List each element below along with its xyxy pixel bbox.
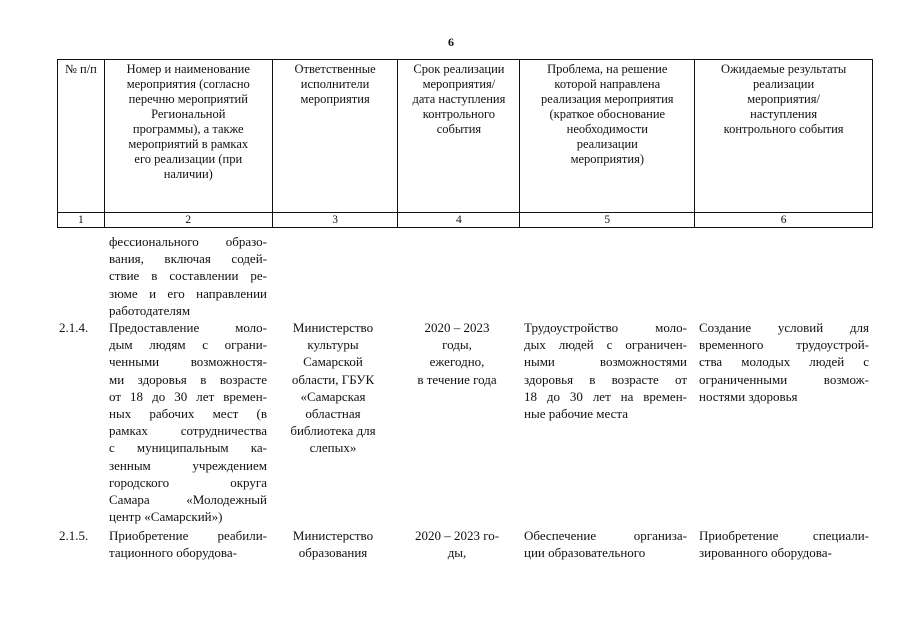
text-line: от 18 до 30 лет времен- — [109, 388, 267, 404]
text-line: библиотека для — [290, 423, 376, 439]
expected-results — [699, 319, 869, 405]
text-line: работодателям — [109, 302, 191, 318]
column-number: 5 — [520, 213, 695, 228]
column-number: 1 — [58, 213, 105, 228]
text-line: мероприятия/ — [747, 92, 820, 106]
text-line: ми здоровья в возрасте — [109, 371, 267, 387]
row-number: 2.1.4. — [59, 320, 89, 335]
text-line: ствие в составлении ре- — [109, 268, 267, 284]
expected-results — [699, 527, 869, 561]
text-line: ды, — [447, 545, 467, 561]
text-line: Трудоустройство моло- — [524, 320, 687, 335]
column-number: 2 — [104, 213, 272, 228]
text-line: 2020 – 2023 — [424, 320, 490, 335]
continuation-row — [57, 233, 873, 319]
continuation-text — [109, 233, 267, 319]
text-line: «Самарская — [300, 388, 366, 404]
problem-description — [524, 527, 687, 561]
text-line: рамках сотрудничества — [109, 423, 267, 439]
header-col6 — [695, 60, 873, 213]
text-line: Предоставление моло- — [109, 320, 267, 335]
text-line: тационного оборудова- — [109, 545, 238, 561]
text-line: реализации — [753, 77, 815, 91]
text-line: ных рабочих мест (в — [109, 406, 267, 422]
text-line: Приобретение специали- — [699, 528, 869, 543]
text-line: Региональной — [151, 107, 226, 121]
text-line: Ответственные — [294, 62, 376, 76]
text-line: мероприятия) — [570, 152, 644, 166]
text-line: реализации — [576, 137, 638, 151]
text-line: ные рабочие места — [524, 406, 628, 422]
table-header — [57, 59, 873, 228]
text-line: Самара «Молодежный — [109, 492, 267, 508]
text-line: годы, — [442, 337, 472, 353]
header-col3 — [272, 60, 398, 213]
text-line: Министерство — [292, 320, 374, 335]
text-line: в течение года — [417, 371, 497, 387]
header-col5 — [520, 60, 695, 213]
text-line: наступления — [750, 107, 818, 121]
text-line: Министерство — [292, 528, 374, 543]
row-number: 2.1.5. — [59, 528, 89, 543]
text-line: мероприятия — [300, 92, 370, 106]
text-line: которой направлена — [554, 77, 661, 91]
text-line: дата наступления — [412, 92, 506, 106]
text-line: мероприятия (согласно — [126, 77, 250, 91]
text-line: ными возможностями — [524, 354, 687, 370]
text-line: мероприятия/ — [422, 77, 496, 91]
header-row — [58, 60, 873, 213]
text-line: контрольного — [422, 107, 496, 121]
text-line: программы), а также — [132, 122, 244, 136]
text-line: перечню мероприятий — [128, 92, 248, 106]
activity-name — [109, 527, 267, 561]
text-line: Ожидаемые результаты — [720, 62, 847, 76]
text-line: исполнители — [300, 77, 370, 91]
text-line: дым людям с ограни- — [109, 337, 267, 353]
table-row — [57, 319, 873, 527]
table-body — [57, 233, 873, 567]
responsible-executors — [279, 527, 387, 561]
column-number: 6 — [695, 213, 873, 228]
text-line: здоровья в возрасте от — [524, 371, 687, 387]
header-col2 — [104, 60, 272, 213]
text-line: (краткое обоснование — [549, 107, 666, 121]
implementation-term — [399, 319, 515, 388]
text-line: Самарской — [303, 354, 363, 370]
text-line: необходимости — [566, 122, 648, 136]
text-line: ограниченными возмож- — [699, 371, 869, 387]
column-number: 3 — [272, 213, 398, 228]
text-line: зюме и его направлении — [109, 285, 267, 301]
responsible-executors — [279, 319, 387, 457]
text-line: наличии) — [163, 167, 213, 181]
activity-name — [109, 319, 267, 525]
column-number-row — [58, 213, 873, 228]
text-line: области, ГБУК — [291, 371, 375, 387]
text-line: фессионального образо- — [109, 234, 267, 249]
text-line: ченными возможностя- — [109, 354, 267, 370]
text-line: контрольного события — [723, 122, 844, 136]
text-line: ностями здоровья — [699, 388, 798, 404]
text-line: вания, включая содей- — [109, 251, 267, 267]
text-line: ежегодно, — [429, 354, 485, 370]
text-line: временного трудоустрой- — [699, 337, 869, 353]
text-line: мероприятий в рамках — [128, 137, 249, 151]
text-line: ства молодых людей с — [699, 354, 869, 370]
implementation-term — [399, 527, 515, 561]
problem-description — [524, 319, 687, 422]
text-line: 2020 – 2023 го- — [414, 528, 500, 543]
column-number: 4 — [398, 213, 520, 228]
text-line: областная — [305, 406, 361, 422]
text-line: Приобретение реабили- — [109, 528, 267, 543]
text-line: Номер и наименование — [126, 62, 250, 76]
text-line: дых людей с ограничен- — [524, 337, 687, 353]
text-line: ции образовательного — [524, 545, 646, 561]
text-line: реализация мероприятия — [541, 92, 674, 106]
header-col1: № п/п — [58, 60, 105, 213]
text-line: с муниципальным ка- — [109, 440, 267, 456]
text-line: слепых» — [309, 440, 357, 456]
text-line: городского округа — [109, 474, 267, 490]
text-line: зированного оборудова- — [699, 545, 832, 561]
text-line: 18 до 30 лет на времен- — [524, 388, 687, 404]
text-line: его реализации (при — [134, 152, 243, 166]
text-line: Обеспечение организа- — [524, 528, 687, 543]
text-line: Проблема, на решение — [547, 62, 668, 76]
text-line: центр «Самарский») — [109, 509, 223, 525]
header-col4 — [398, 60, 520, 213]
text-line: события — [436, 122, 482, 136]
text-line: зенным учреждением — [109, 457, 267, 473]
text-line: образования — [298, 545, 368, 561]
text-line: Срок реализации — [413, 62, 505, 76]
page-number: 6 — [448, 35, 454, 49]
text-line: Создание условий для — [699, 320, 869, 335]
table-row — [57, 527, 873, 567]
text-line: культуры — [307, 337, 359, 353]
